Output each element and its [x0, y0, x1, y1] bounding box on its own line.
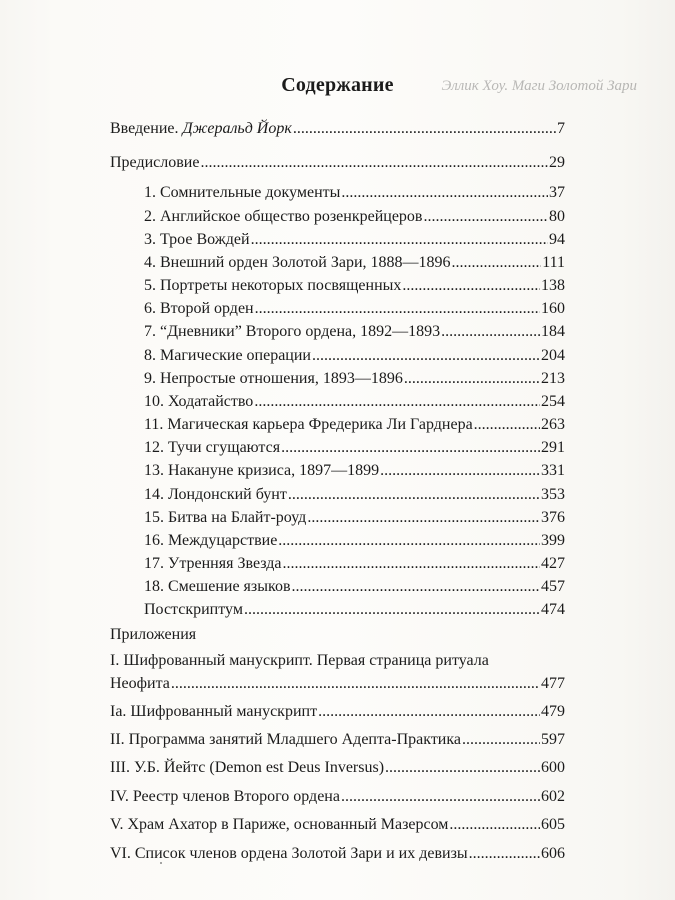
toc-entry-page: 399: [541, 532, 565, 549]
chapter-entry[interactable]: [144, 321, 565, 343]
toc-entry-page: 605: [541, 816, 565, 833]
toc-entry-page: 600: [541, 759, 565, 776]
toc-entry-label: 9. Непростые отношения, 1893—1896: [144, 370, 403, 387]
toc-entry-label: 11. Магическая карьера Фредерика Ли Гарднера: [144, 416, 473, 433]
chapter-entry[interactable]: [144, 437, 565, 459]
dot-leader: [452, 252, 542, 274]
dot-leader: [283, 553, 540, 575]
dot-leader: [288, 484, 540, 506]
chapter-entry[interactable]: [144, 553, 565, 575]
toc-entry-page: 254: [541, 393, 565, 410]
dot-leader: [255, 298, 540, 320]
toc-entry-label: 8. Магические операции: [144, 347, 311, 364]
chapter-entry[interactable]: [144, 576, 565, 598]
toc-entry-label: 4. Внешний орден Золотой Зари, 1888—1896: [144, 254, 451, 271]
dot-leader: [278, 530, 540, 552]
toc-entry-label: III. У.Б. Йейтс (Demon est Deus Inversus): [110, 759, 385, 776]
dot-leader: [469, 843, 540, 865]
dot-leader: [404, 368, 540, 390]
toc-entry-label: 5. Портреты некоторых посвященных: [144, 277, 402, 294]
dot-leader: [312, 345, 540, 367]
dot-leader: [474, 414, 540, 436]
page-title: Содержание: [281, 74, 394, 96]
dot-leader: [318, 701, 540, 723]
chapter-entry[interactable]: [144, 368, 565, 390]
toc-entry-page: 184: [541, 323, 565, 340]
appendice-entry[interactable]: [110, 786, 565, 808]
toc-entry-page: 291: [541, 439, 565, 456]
toc-entry-page: 597: [541, 731, 565, 748]
dot-leader: [293, 118, 556, 140]
toc-entry-page: 138: [541, 277, 565, 294]
toc-entry-label: II. Программа занятий Младшего Адепта-Практика: [110, 731, 461, 748]
toc-entry-page: 111: [542, 254, 565, 271]
dot-leader: [402, 275, 540, 297]
toc-entry-label: 13. Накануне кризиса, 1897—1899: [144, 462, 380, 479]
appendix-entry-1-first-line: I. Шифрованный манускрипт. Первая страница ритуала: [110, 652, 489, 669]
toc-entry-label: 16. Междуцарствие: [144, 532, 278, 549]
chapter-entry[interactable]: [144, 414, 565, 436]
appendice-entry[interactable]: [110, 729, 565, 751]
dot-leader: [244, 599, 540, 621]
toc-entry-label: Предисловие: [110, 154, 200, 171]
toc-entry-label: 1. Сомнительные документы: [144, 184, 341, 201]
toc-entry-page: 479: [541, 703, 565, 720]
toc-entry-page: 29: [549, 154, 565, 171]
chapter-entry[interactable]: [144, 275, 565, 297]
chapter-entry[interactable]: [144, 345, 565, 367]
toc-entry-page: 376: [541, 509, 565, 526]
toc-entry-label: Введение. Джеральд Йорк: [110, 120, 292, 137]
toc-entry-page: 7: [557, 120, 565, 137]
toc-entry-label: 7. “Дневники” Второго ордена, 1892—1893: [144, 323, 441, 340]
dot-leader: [171, 673, 540, 695]
toc-entry-label: Ia. Шифрованный манускрипт: [110, 703, 318, 720]
dot-leader: [281, 437, 540, 459]
dot-leader: [462, 729, 540, 751]
toc-entry-page: 80: [549, 208, 565, 225]
appendice-entry[interactable]: [110, 701, 565, 723]
toc-entry-label: 2. Английское общество розенкрейцеров: [144, 208, 423, 225]
toc-entry-label: 3. Трое Вождей: [144, 231, 250, 248]
chapter-entry[interactable]: [144, 484, 565, 506]
toc-entry-page: 204: [541, 347, 565, 364]
appendice-entry[interactable]: [110, 757, 565, 779]
toc-entry-page: 94: [549, 231, 565, 248]
toc-entry-label: 15. Битва на Блайт-роуд: [144, 509, 307, 526]
toc-entry-page: 37: [549, 184, 565, 201]
dot-leader: [254, 391, 540, 413]
toc-entry-label: VI. Список членов ордена Золотой Зари и их девизы: [110, 845, 468, 862]
chapter-entry[interactable]: [144, 206, 565, 228]
toc-entry-page: 457: [541, 578, 565, 595]
toc-entry-page: 602: [541, 788, 565, 805]
chapter-entry[interactable]: [144, 391, 565, 413]
chapter-entry[interactable]: [144, 530, 565, 552]
dot-leader: [449, 814, 540, 836]
toc-entry-label: 6. Второй орден: [144, 300, 254, 317]
appendices-heading: Приложения: [110, 626, 197, 643]
toc-entry-page: 353: [541, 486, 565, 503]
toc-entry-preface[interactable]: [110, 152, 565, 174]
toc-entry-label: Неофита: [110, 675, 170, 692]
dot-leader: [380, 460, 540, 482]
toc-entry-page: 213: [541, 370, 565, 387]
paper-speck: [160, 862, 162, 864]
dot-leader: [200, 152, 548, 174]
toc-entry-label: 17. Утренняя Звезда: [144, 555, 282, 572]
toc-entry-label: V. Храм Ахатор в Париже, основанный Мазерсом: [110, 816, 449, 833]
toc-entry-label: 12. Тучи сгущаются: [144, 439, 281, 456]
toc-entry-page: 474: [541, 601, 565, 618]
chapter-entry[interactable]: [144, 599, 565, 621]
appendice-entry[interactable]: [110, 843, 565, 865]
chapter-entry[interactable]: [144, 252, 565, 274]
appendice-entry[interactable]: [110, 673, 565, 695]
toc-entry-page: 477: [541, 675, 565, 692]
toc-entry-page: 606: [541, 845, 565, 862]
toc-entry-page: 263: [541, 416, 565, 433]
toc-entry-page: 427: [541, 555, 565, 572]
dot-leader: [292, 576, 541, 598]
chapter-entry[interactable]: [144, 182, 565, 204]
appendice-entry[interactable]: [110, 814, 565, 836]
toc-entry-introduction[interactable]: [110, 118, 565, 140]
toc-entry-label: Постскриптум: [144, 601, 243, 618]
dot-leader: [307, 507, 540, 529]
dot-leader: [341, 786, 540, 808]
toc-entry-label: IV. Реестр членов Второго ордена: [110, 788, 340, 805]
chapter-entry[interactable]: [144, 298, 565, 320]
bleed-through-running-head: Эллик Хоу. Маги Золотой Зари: [441, 78, 637, 94]
dot-leader: [423, 206, 548, 228]
dot-leader: [251, 229, 548, 251]
chapter-entry[interactable]: [144, 507, 565, 529]
toc-entry-label: 14. Лондонский бунт: [144, 486, 287, 503]
dot-leader: [441, 321, 540, 343]
dot-leader: [385, 757, 540, 779]
chapter-entry[interactable]: [144, 229, 565, 251]
chapter-entry[interactable]: [144, 460, 565, 482]
toc-entry-page: 331: [541, 462, 565, 479]
toc-entry-page: 160: [541, 300, 565, 317]
toc-entry-label: 10. Ходатайство: [144, 393, 254, 410]
toc-entry-label: 18. Смешение языков: [144, 578, 291, 595]
dot-leader: [341, 182, 548, 204]
